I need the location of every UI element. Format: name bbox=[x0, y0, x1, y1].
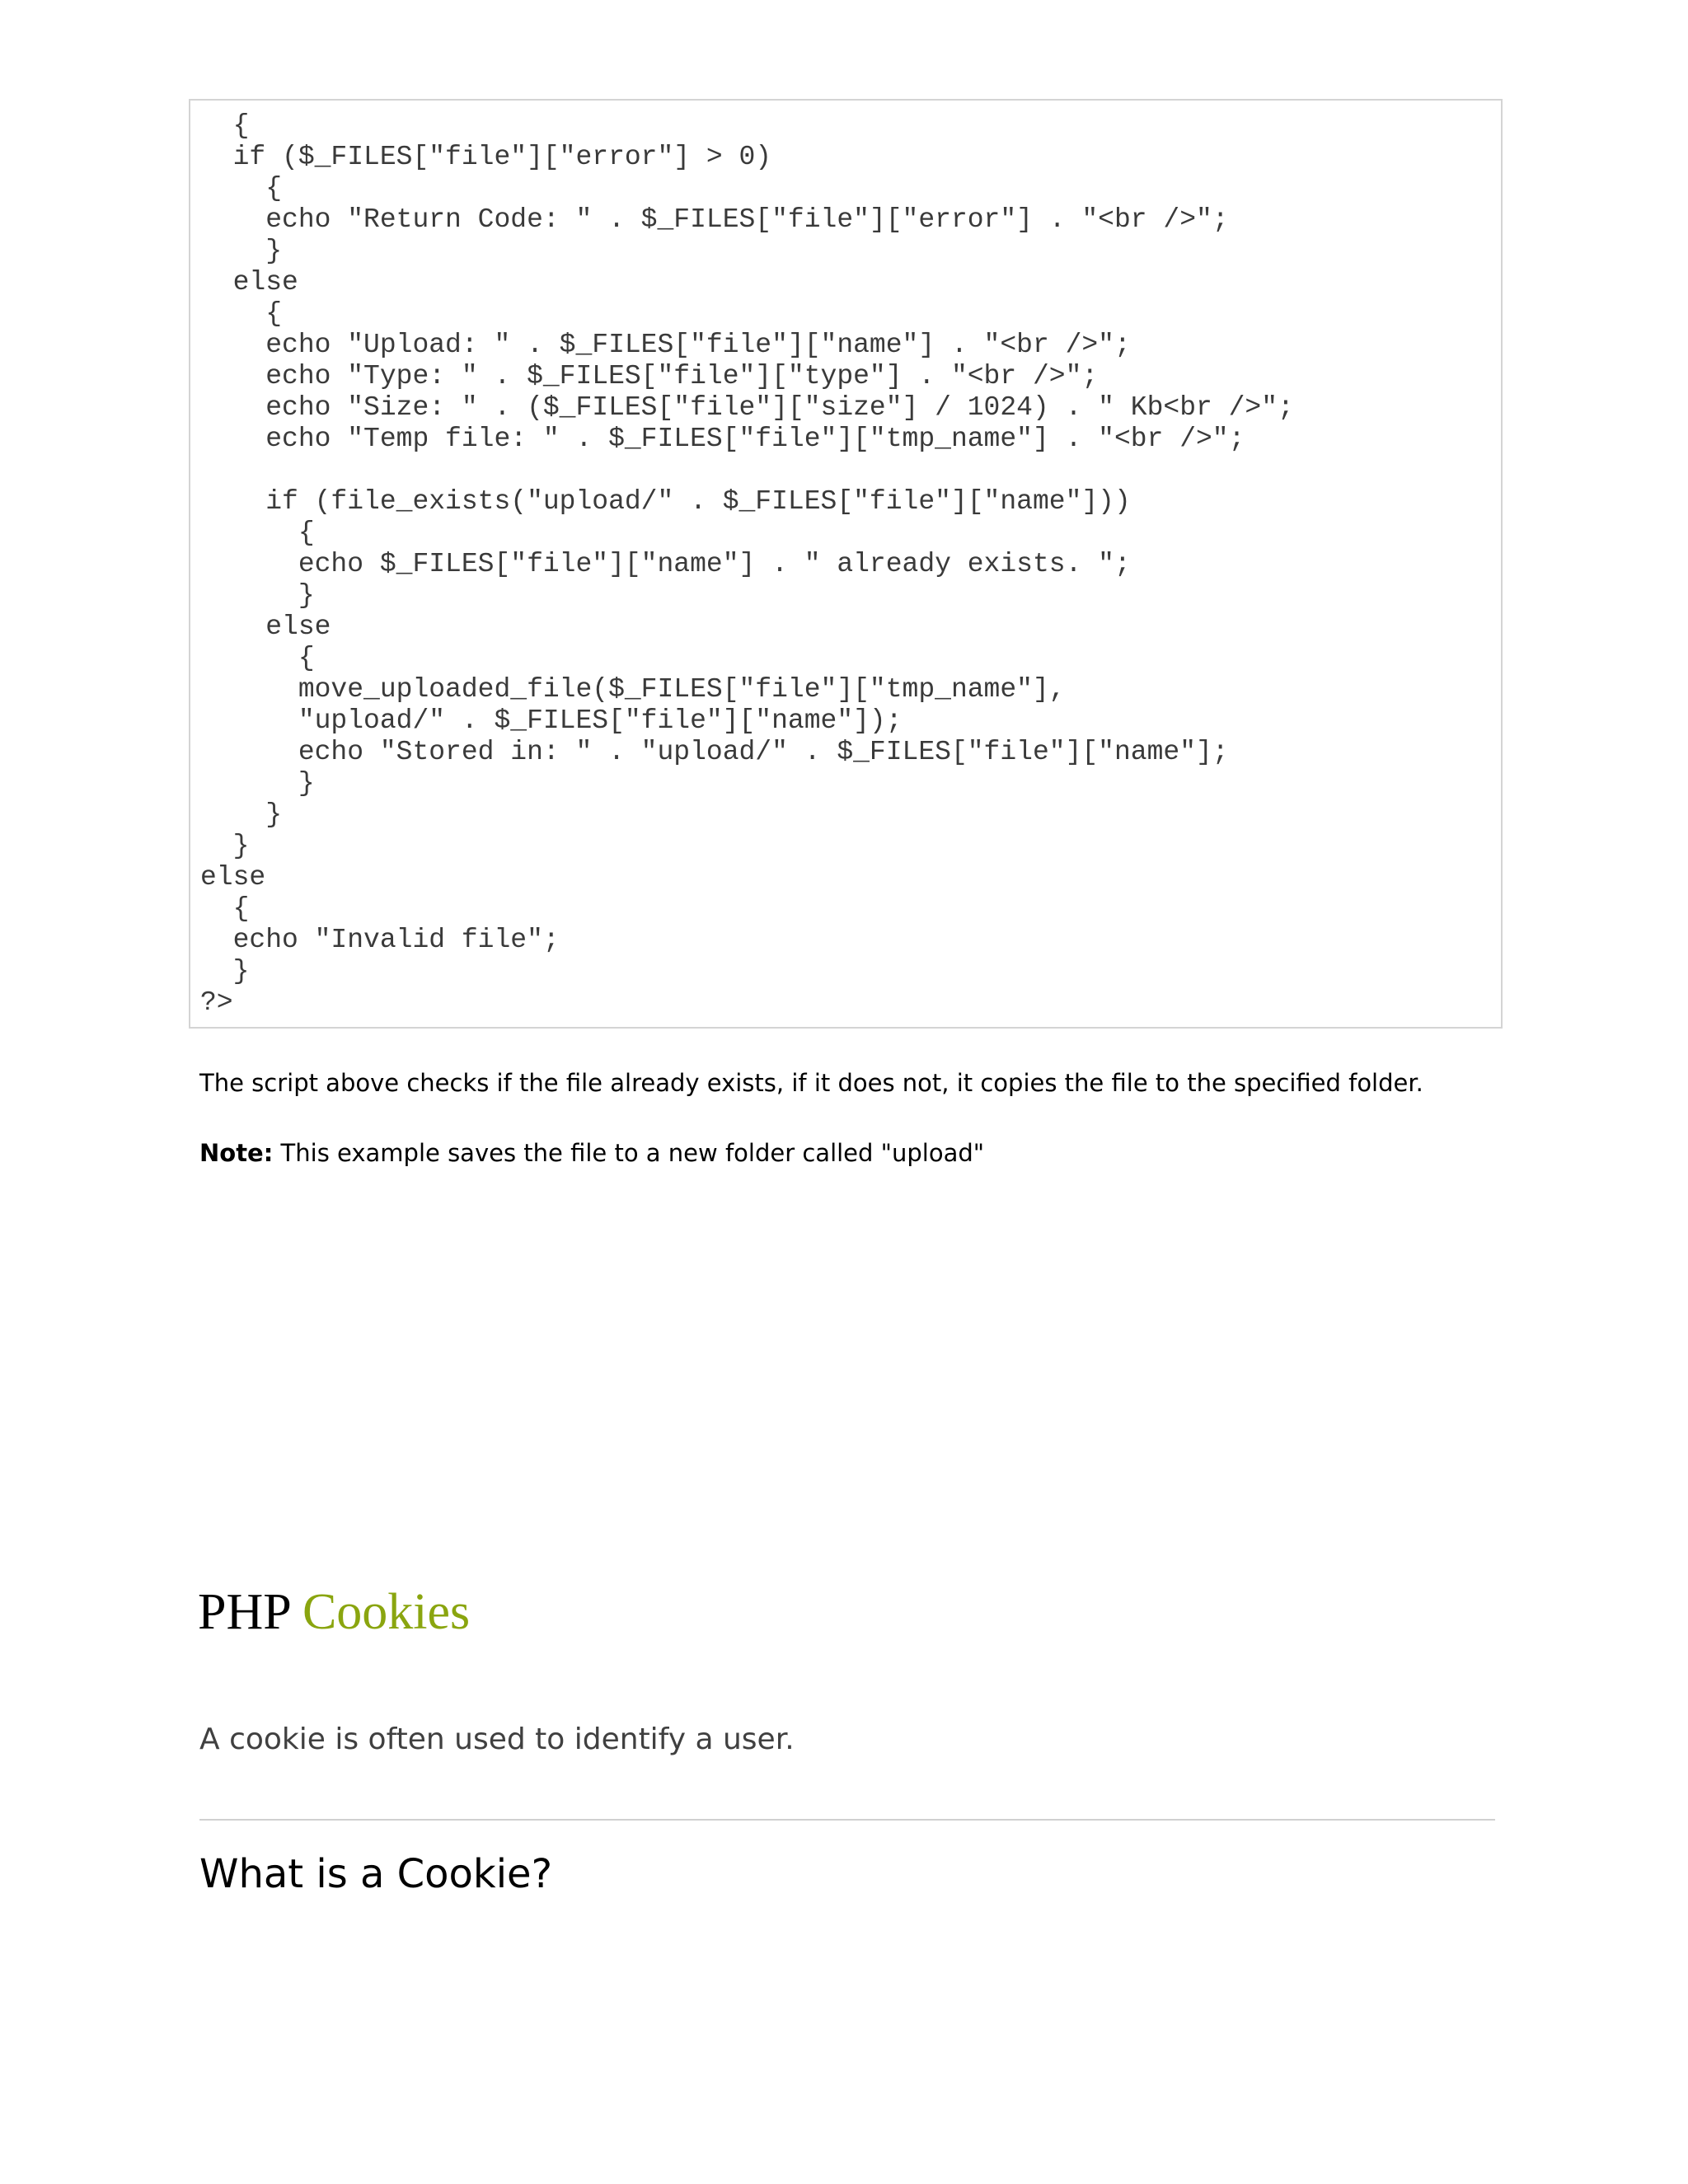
code-line: "upload/" . $_FILES["file"]["name"]); bbox=[200, 705, 903, 736]
code-line: { bbox=[200, 893, 250, 924]
code-block bbox=[200, 110, 1294, 1019]
code-line: echo "Invalid file"; bbox=[200, 925, 560, 955]
code-line: { bbox=[200, 518, 315, 548]
code-line: } bbox=[200, 831, 250, 861]
code-line: else bbox=[200, 862, 266, 893]
code-line: echo "Type: " . $_FILES["file"]["type"] . "<br />"; bbox=[200, 361, 1099, 391]
code-line: else bbox=[200, 612, 331, 642]
code-line: } bbox=[200, 799, 283, 830]
chapter-title bbox=[198, 1581, 470, 1643]
code-line: { bbox=[200, 298, 283, 329]
code-example-box bbox=[189, 99, 1503, 1029]
chapter-intro: A cookie is often used to identify a user. bbox=[199, 1722, 795, 1756]
code-line: echo "Stored in: " . "upload/" . $_FILES["file"]["name"]; bbox=[200, 737, 1229, 767]
chapter-title-accent: Cookies bbox=[302, 1584, 471, 1640]
code-line: echo "Upload: " . $_FILES["file"]["name"] . "<br />"; bbox=[200, 330, 1131, 360]
code-line: echo "Size: " . ($_FILES["file"]["size"] / 1024) . " Kb<br />"; bbox=[200, 392, 1294, 423]
code-line: ?> bbox=[200, 987, 233, 1018]
code-line: } bbox=[200, 768, 315, 799]
code-line: } bbox=[200, 580, 315, 611]
chapter-title-prefix: PHP bbox=[198, 1584, 302, 1640]
code-line: { bbox=[200, 173, 283, 204]
section-divider bbox=[199, 1819, 1495, 1821]
code-line: else bbox=[200, 267, 298, 298]
code-line: if ($_FILES["file"]["error"] > 0) bbox=[200, 142, 772, 172]
code-line: if (file_exists("upload/" . $_FILES["file"]["name"])) bbox=[200, 486, 1131, 517]
code-line: { bbox=[200, 110, 250, 141]
section-heading: What is a Cookie? bbox=[199, 1851, 553, 1897]
code-line: echo "Return Code: " . $_FILES["file"]["error"] . "<br />"; bbox=[200, 204, 1229, 235]
code-line: } bbox=[200, 956, 250, 987]
note-paragraph bbox=[199, 1138, 984, 1168]
code-line: move_uploaded_file($_FILES["file"]["tmp_name"], bbox=[200, 674, 1066, 705]
note-text: This example saves the file to a new folder called "upload" bbox=[273, 1139, 985, 1167]
note-label: Note: bbox=[199, 1139, 274, 1167]
explanation-paragraph: The script above checks if the file already exists, if it does not, it copies the file to the specified folder. bbox=[199, 1069, 1423, 1097]
code-line: { bbox=[200, 643, 315, 673]
code-line: echo "Temp file: " . $_FILES["file"]["tmp_name"] . "<br />"; bbox=[200, 424, 1245, 454]
code-line: } bbox=[200, 236, 283, 266]
code-line: echo $_FILES["file"]["name"] . " already exists. "; bbox=[200, 549, 1131, 579]
